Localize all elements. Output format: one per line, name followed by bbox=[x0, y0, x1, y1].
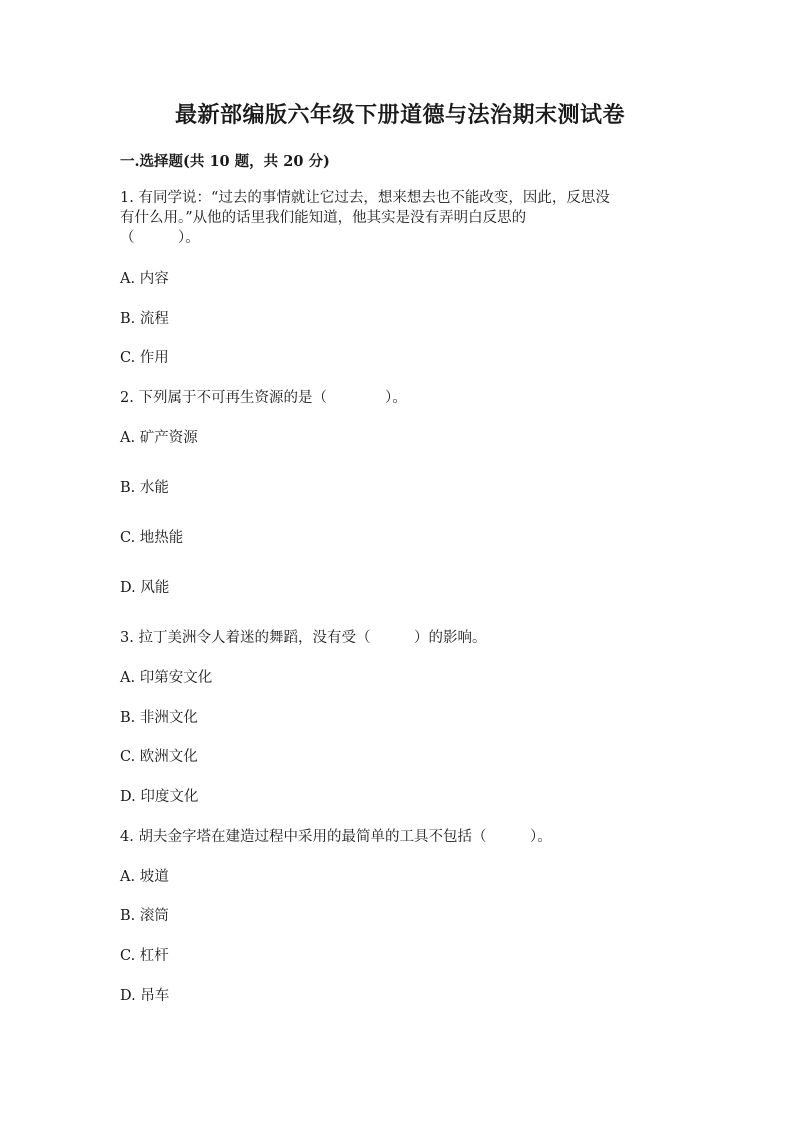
question-4-option-c: C. 杠杆 bbox=[120, 948, 169, 964]
question-3-stem: 3. 拉丁美洲令人着迷的舞蹈，没有受（ ）的影响。 bbox=[120, 630, 487, 646]
question-3-option-d: D. 印度文化 bbox=[120, 789, 199, 805]
question-4-option-b: B. 滚筒 bbox=[120, 908, 169, 924]
question-1-line-2: 有什么用。”从他的话里我们能知道，他其实是没有弄明白反思的 bbox=[120, 210, 527, 226]
question-3-option-c: C. 欧洲文化 bbox=[120, 749, 198, 765]
question-2-option-c: C. 地热能 bbox=[120, 530, 184, 546]
exam-title: 最新部编版六年级下册道德与法治期末测试卷 bbox=[174, 102, 625, 128]
section-heading: 一.选择题(共 10 题，共 20 分) bbox=[120, 153, 330, 170]
question-2-option-a: A. 矿产资源 bbox=[120, 430, 198, 446]
question-1-stem bbox=[120, 188, 680, 248]
question-1-option-c: C. 作用 bbox=[120, 350, 169, 366]
question-4-stem: 4. 胡夫金字塔在建造过程中采用的最简单的工具不包括（ ）。 bbox=[120, 829, 552, 845]
question-2-option-d: D. 风能 bbox=[120, 580, 170, 596]
question-1-option-b: B. 流程 bbox=[120, 311, 169, 327]
question-3-option-b: B. 非洲文化 bbox=[120, 710, 198, 726]
question-3-option-a: A. 印第安文化 bbox=[120, 670, 213, 686]
question-2-option-b: B. 水能 bbox=[120, 480, 169, 496]
question-4-option-d: D. 吊车 bbox=[120, 988, 170, 1004]
question-1-option-a: A. 内容 bbox=[120, 271, 169, 287]
question-1-line-1: 1. 有同学说：“过去的事情就让它过去，想来想去也不能改变，因此，反思没 bbox=[120, 190, 610, 206]
question-4-option-a: A. 坡道 bbox=[120, 869, 169, 885]
question-2-stem: 2. 下列属于不可再生资源的是（ ）。 bbox=[120, 390, 407, 406]
question-1-line-3: （ ）。 bbox=[120, 230, 200, 246]
